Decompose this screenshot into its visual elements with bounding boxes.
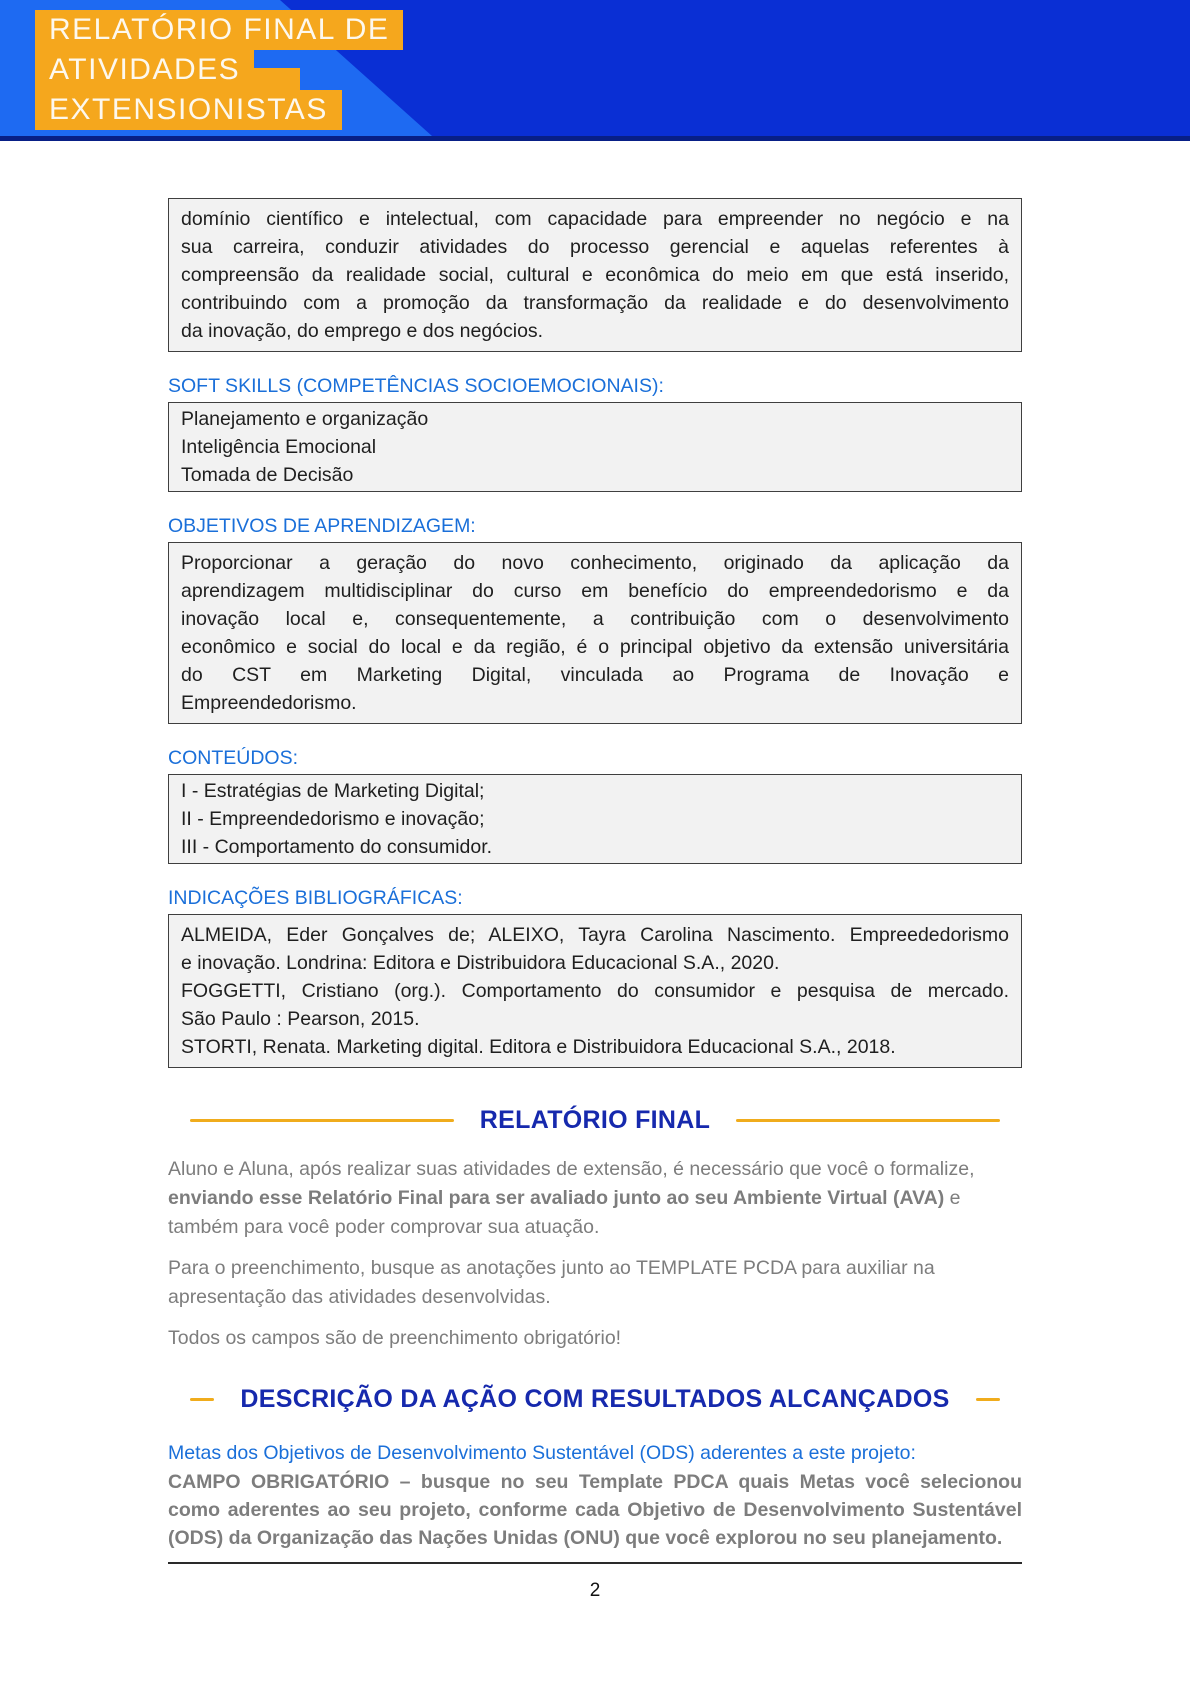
text-line: sua carreira, conduzir atividades do processo gerencial e aquelas referentes à bbox=[181, 236, 1009, 258]
list-item: I - Estratégias de Marketing Digital; bbox=[181, 780, 485, 802]
gold-divider-line bbox=[736, 1119, 1000, 1122]
text-line: compreensão da realidade social, cultural e econômica do meio em que está inserido, bbox=[181, 264, 1009, 286]
objetivos-box bbox=[168, 542, 1022, 724]
bibliografia-box bbox=[168, 914, 1022, 1068]
instructions bbox=[168, 1155, 1022, 1353]
relatorio-final-heading-row bbox=[168, 1106, 1022, 1135]
banner-title-line-3: EXTENSIONISTAS bbox=[35, 90, 342, 130]
paragraph-bold-text: enviando esse Relatório Final para ser avaliado junto ao seu Ambiente Virtual (AVA) bbox=[168, 1187, 945, 1209]
metas-ods-heading: Metas dos Objetivos de Desenvolvimento Sustentável (ODS) aderentes a este projeto: bbox=[168, 1442, 916, 1464]
text-line: ALMEIDA, Eder Gonçalves de; ALEIXO, Tayra Carolina Nascimento. Empreededorismo bbox=[181, 924, 1009, 946]
instruction-paragraph: Para o preenchimento, busque as anotações junto ao TEMPLATE PCDA para auxiliar na apresentação das atividades desenvolvidas. bbox=[168, 1257, 935, 1308]
text-line: da inovação, do emprego e dos negócios. bbox=[181, 320, 544, 342]
descricao-heading-row bbox=[168, 1385, 1022, 1414]
text-line: e inovação. Londrina: Editora e Distribuidora Educacional S.A., 2020. bbox=[181, 952, 780, 974]
soft-skills-heading: SOFT SKILLS (COMPETÊNCIAS SOCIOEMOCIONAIS): bbox=[168, 375, 664, 397]
gold-divider-line bbox=[976, 1398, 1000, 1401]
list-item: II - Empreendedorismo e inovação; bbox=[181, 808, 485, 830]
list-item: Planejamento e organização bbox=[181, 408, 429, 430]
list-item: Tomada de Decisão bbox=[181, 464, 354, 486]
header-banner bbox=[0, 0, 1190, 141]
paragraph-text: Aluno e Aluna, após realizar suas atividades de extensão, é necessário que você o formalize, bbox=[168, 1158, 975, 1180]
text-line: Empreendedorismo. bbox=[181, 692, 357, 714]
text-line: domínio científico e intelectual, com capacidade para empreender no negócio e na bbox=[181, 208, 1009, 230]
descricao-heading: DESCRIÇÃO DA AÇÃO COM RESULTADOS ALCANÇADOS bbox=[240, 1385, 950, 1413]
text-line: São Paulo : Pearson, 2015. bbox=[181, 1008, 420, 1030]
text-line: contribuindo com a promoção da transformação da realidade e do desenvolvimento bbox=[181, 292, 1009, 314]
text-line: econômico e social do local e da região, é o principal objetivo da extensão universitária bbox=[181, 636, 1009, 658]
list-item: III - Comportamento do consumidor. bbox=[181, 836, 493, 858]
text-line: inovação local e, consequentemente, a contribuição com o desenvolvimento bbox=[181, 608, 1009, 630]
soft-skills-box bbox=[168, 402, 1022, 492]
objetivos-heading: OBJETIVOS DE APRENDIZAGEM: bbox=[168, 515, 476, 537]
conteudos-heading: CONTEÚDOS: bbox=[168, 747, 299, 769]
text-line: do CST em Marketing Digital, vinculada ao Programa de Inovação e bbox=[181, 664, 1009, 686]
text-line: FOGGETTI, Cristiano (org.). Comportamento do consumidor e pesquisa de mercado. bbox=[181, 980, 1009, 1002]
relatorio-final-heading: RELATÓRIO FINAL bbox=[479, 1106, 711, 1134]
paragraph-text: e também para você poder comprovar sua atuação. bbox=[168, 1187, 961, 1238]
gold-divider-line bbox=[190, 1119, 454, 1122]
list-item: Inteligência Emocional bbox=[181, 436, 377, 458]
banner-title bbox=[35, 10, 403, 130]
instruction-paragraph bbox=[168, 1155, 1022, 1242]
metas-ods-instruction: CAMPO OBRIGATÓRIO – busque no seu Template PDCA quais Metas você selecionou como aderentes ao seu projeto, conforme cada Objetivo de Desenvolvimento Sustentável (ODS) da Organização das Nações Unidas (ONU) que você explorou no seu planejamento. bbox=[168, 1471, 1022, 1549]
instruction-paragraph: Todos os campos são de preenchimento obrigatório! bbox=[168, 1327, 622, 1349]
text-line: STORTI, Renata. Marketing digital. Editora e Distribuidora Educacional S.A., 2018. bbox=[181, 1036, 896, 1058]
gold-divider-line bbox=[190, 1398, 214, 1401]
page-number: 2 bbox=[589, 1580, 601, 1601]
document-content bbox=[168, 198, 1022, 1602]
bibliografia-heading: INDICAÇÕES BIBLIOGRÁFICAS: bbox=[168, 887, 463, 909]
intro-text-box bbox=[168, 198, 1022, 352]
conteudos-box bbox=[168, 774, 1022, 864]
banner-title-line-1: RELATÓRIO FINAL DE bbox=[35, 10, 403, 50]
text-line: Proporcionar a geração do novo conhecimento, originado da aplicação da bbox=[181, 552, 1009, 574]
text-line: aprendizagem multidisciplinar do curso em benefício do empreendedorismo e da bbox=[181, 580, 1009, 602]
section-divider-line bbox=[168, 1562, 1022, 1564]
banner-title-line-2: ATIVIDADES bbox=[35, 50, 254, 90]
